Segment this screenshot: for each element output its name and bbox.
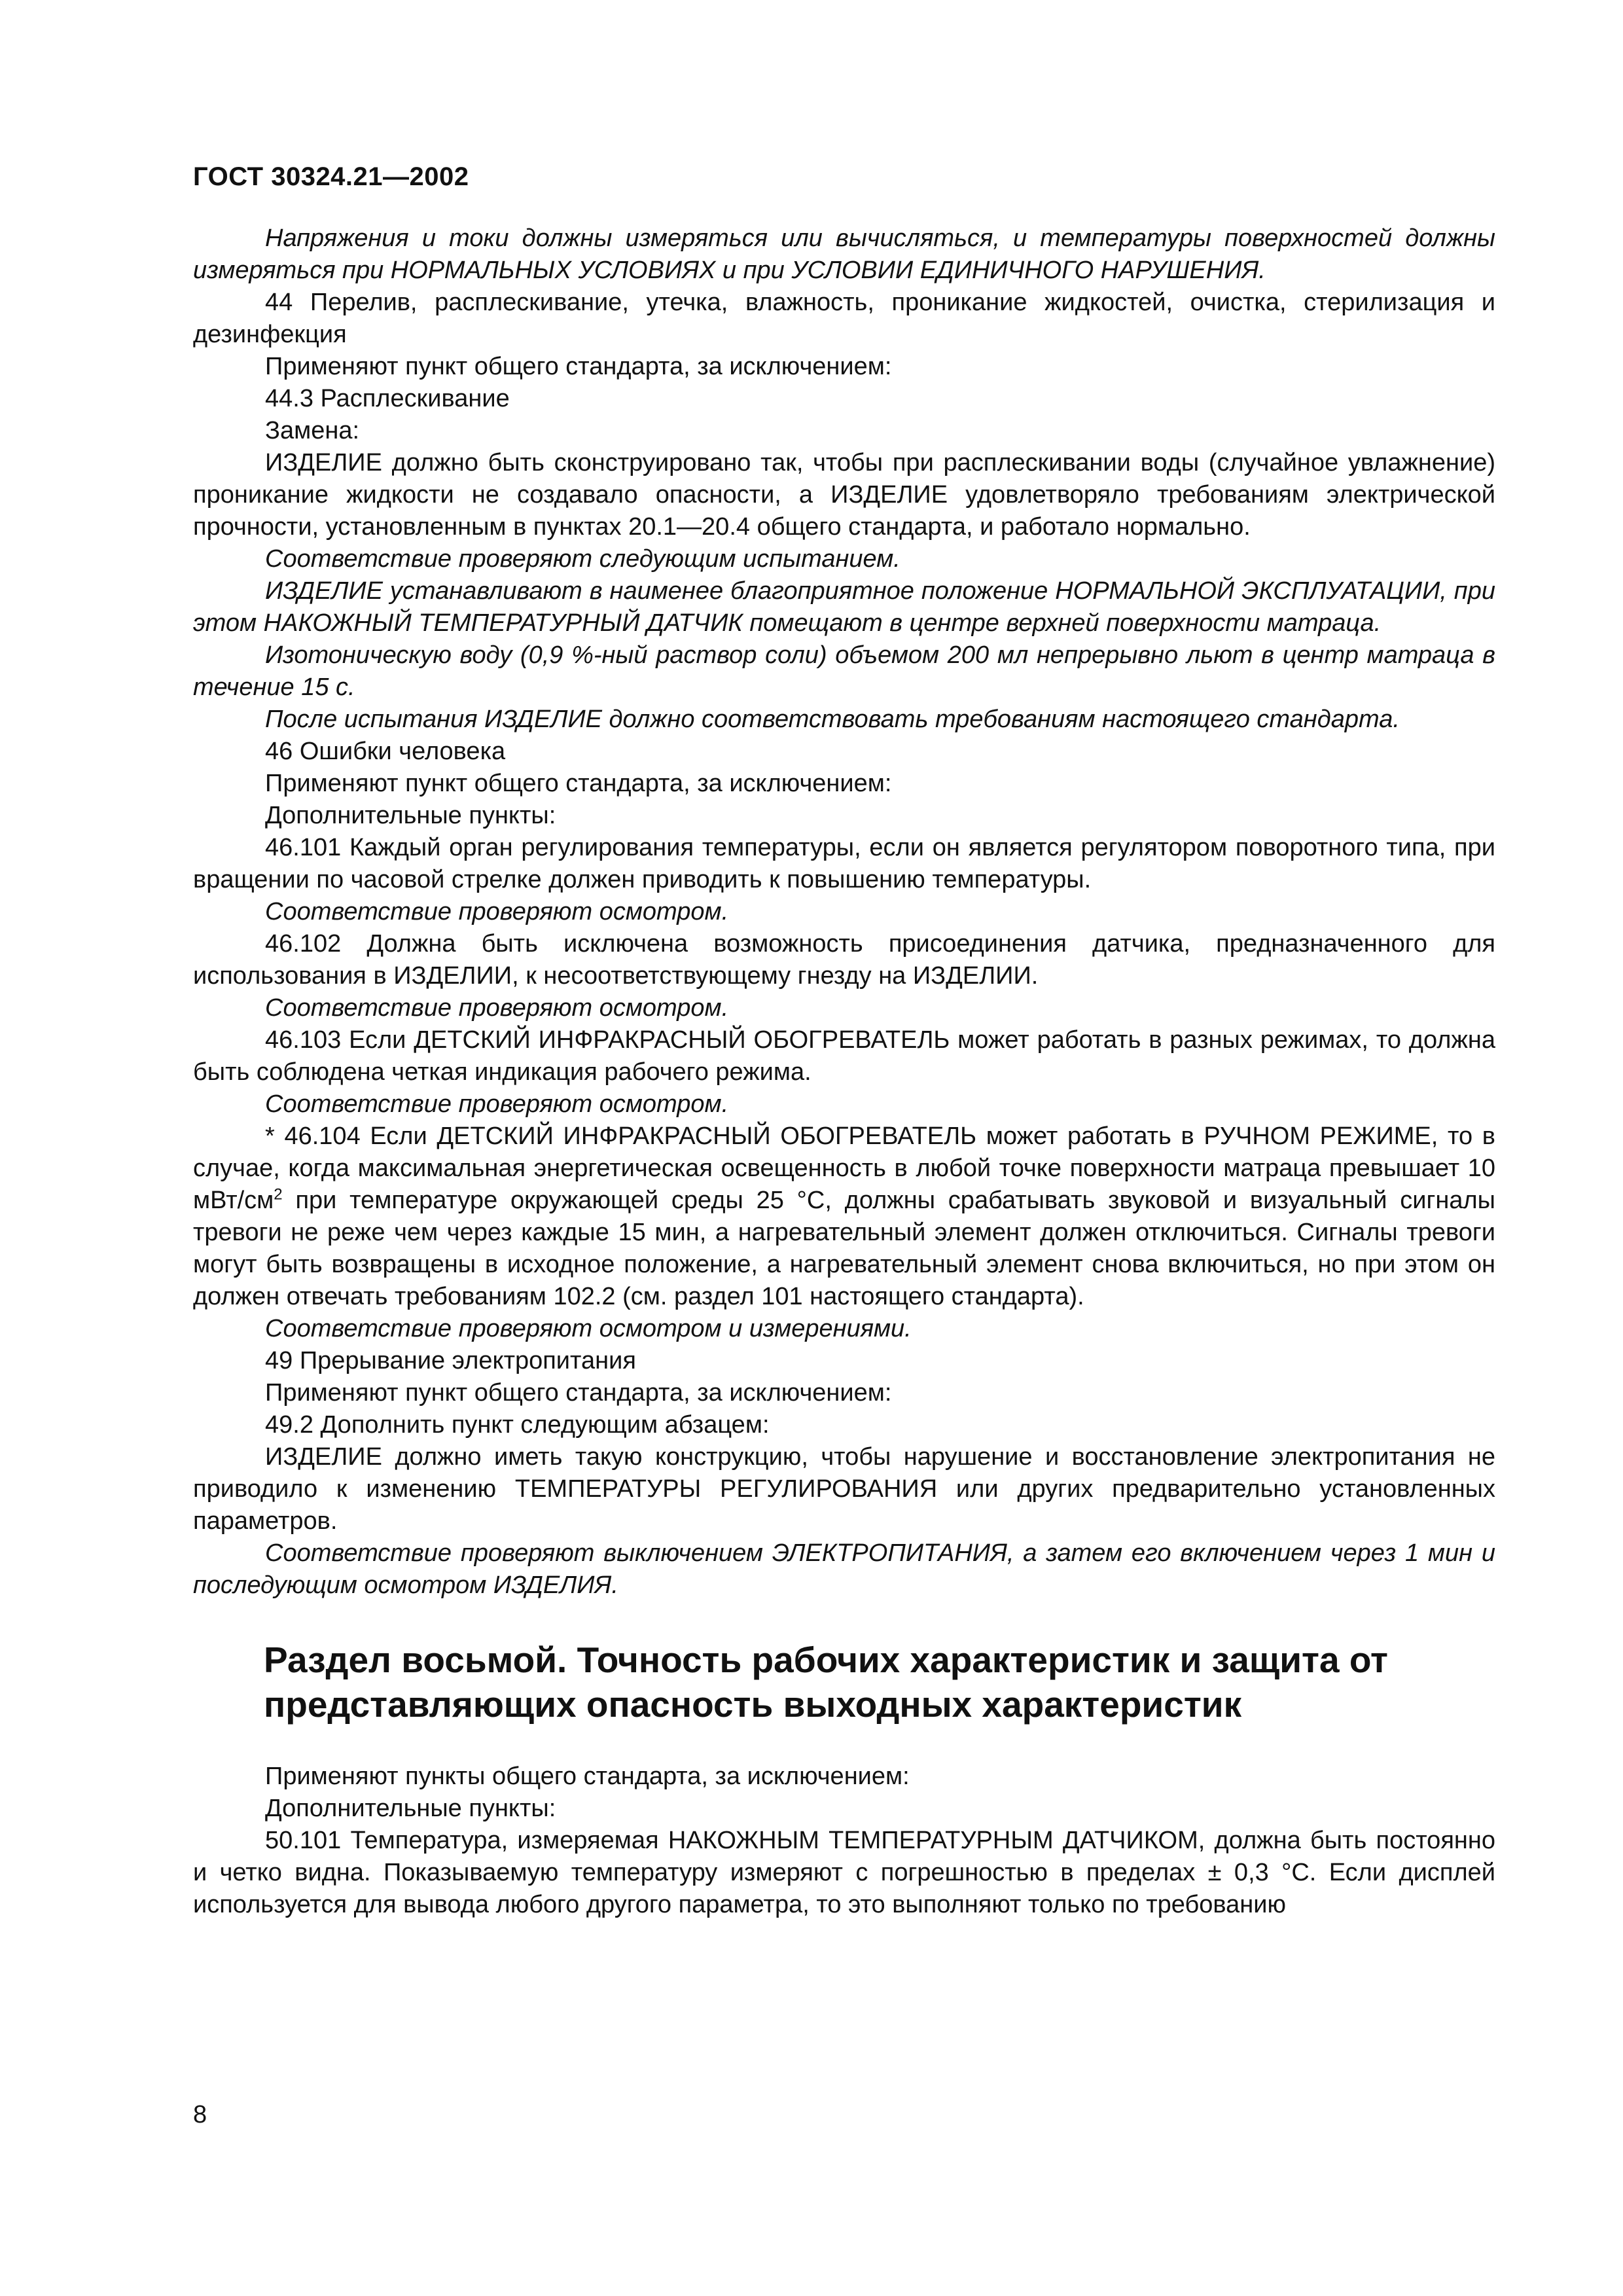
- paragraph: ИЗДЕЛИЕ устанавливают в наименее благоприятное положение НОРМАЛЬНОЙ ЭКСПЛУАТАЦИИ, при этом НАКОЖНЫЙ ТЕМПЕРАТУРНЫЙ ДАТЧИК помещают в центре верхней поверхности матраца.: [193, 577, 1495, 637]
- paragraph: 44 Перелив, расплескивание, утечка, влажность, проникание жидкостей, очистка, стерилизация и дезинфекция: [193, 289, 1495, 348]
- paragraph: 46 Ошибки человека: [265, 738, 506, 765]
- paragraph: Напряжения и токи должны измеряться или вычисляться, и температуры поверхностей должны измеряться при НОРМАЛЬНЫХ УСЛОВИЯХ и при УСЛОВИИ ЕДИНИЧНОГО НАРУШЕНИЯ.: [193, 224, 1495, 284]
- superscript: 2: [274, 1185, 283, 1204]
- paragraph: Соответствие проверяют осмотром.: [265, 898, 729, 925]
- paragraph-46-104-text-start: * 46.104 Если ДЕТСКИЙ ИНФРАКРАСНЫЙ ОБОГРЕВАТЕЛЬ может работать в РУЧНОМ РЕЖИМЕ, то в случае, когда максимальная энергетическая освещенность в любой точке поверхности матраца превышает 10 мВт/см: [193, 1122, 1495, 1214]
- paragraphs-clause-49: [193, 1313, 1495, 1602]
- paragraph: После испытания ИЗДЕЛИЕ должно соответствовать требованиям настоящего стандарта.: [265, 706, 1400, 733]
- paragraph: 50.101 Температура, измеряемая НАКОЖНЫМ ТЕМПЕРАТУРНЫМ ДАТЧИКОМ, должна быть постоянно и четко видна. Показываемую температуру измеряют с погрешностью в пределах ± 0,3 °С. Если дисплей используется для вывода любого другого параметра, то это выполняют только по требованию: [193, 1827, 1495, 1918]
- paragraph: ИЗДЕЛИЕ должно иметь такую конструкцию, чтобы нарушение и восстановление электропитания не приводило к изменению ТЕМПЕРАТУРЫ РЕГУЛИРОВАНИЯ или других предварительно установленных параметров.: [193, 1443, 1495, 1535]
- paragraph: 46.101 Каждый орган регулирования температуры, если он является регулятором поворотного типа, при вращении по часовой стрелке должен приводить к повышению температуры.: [193, 834, 1495, 893]
- paragraph: 49.2 Дополнить пункт следующим абзацем:: [265, 1411, 770, 1439]
- document-code-header: ГОСТ 30324.21—2002: [193, 162, 469, 191]
- paragraph: Применяют пункты общего стандарта, за исключением:: [265, 1763, 910, 1790]
- page-body: [193, 223, 1495, 1921]
- paragraph: 46.102 Должна быть исключена возможность присоединения датчика, предназначенного для использования в ИЗДЕЛИИ, к несоответствующему гнезду на ИЗДЕЛИИ.: [193, 930, 1495, 990]
- paragraphs-clauses-44-46: [193, 223, 1495, 1121]
- paragraph: ИЗДЕЛИЕ должно быть сконструировано так, чтобы при расплескивании воды (случайное увлажнение) проникание жидкости не создавало опасности, а ИЗДЕЛИЕ удовлетворяло требованиям электрической прочности, установленным в пунктах 20.1—20.4 общего стандарта, и работало нормально.: [193, 449, 1495, 541]
- section-heading: Раздел восьмой. Точность рабочих характеристик и защита от представляющих опасность выходных характеристик: [264, 1640, 1388, 1725]
- paragraph: Применяют пункт общего стандарта, за исключением:: [265, 770, 892, 797]
- paragraph: 46.103 Если ДЕТСКИЙ ИНФРАКРАСНЫЙ ОБОГРЕВАТЕЛЬ может работать в разных режимах, то должна быть соблюдена четкая индикация рабочего режима.: [193, 1026, 1495, 1086]
- paragraph: Дополнительные пункты:: [265, 1795, 556, 1822]
- paragraph: 44.3 Расплескивание: [265, 385, 510, 412]
- paragraph: Изотоническую воду (0,9 %-ный раствор соли) объемом 200 мл непрерывно льют в центр матраца в течение 15 с.: [193, 641, 1495, 701]
- paragraph: Применяют пункт общего стандарта, за исключением:: [265, 1379, 892, 1407]
- page-number: 8: [193, 2101, 207, 2128]
- paragraphs-clause-50: [193, 1761, 1495, 1921]
- paragraph-46-104-text-end: при температуре окружающей среды 25 °С, должны срабатывать звуковой и визуальный сигналы тревоги не реже чем через каждые 15 мин, а нагревательный элемент должен отключиться. Сигналы тревоги могут быть возвращены в исходное положение, а нагревательный элемент снова включиться, но при этом он должен отвечать требованиям 102.2 (см. раздел 101 настоящего стандарта).: [193, 1187, 1495, 1310]
- paragraph: Соответствие проверяют осмотром и измерениями.: [265, 1315, 912, 1342]
- paragraph: Соответствие проверяют следующим испытанием.: [265, 545, 901, 573]
- paragraph: Соответствие проверяют осмотром.: [265, 994, 729, 1022]
- paragraph-46-104: [193, 1121, 1495, 1313]
- paragraph: 49 Прерывание электропитания: [265, 1347, 636, 1374]
- paragraph: Дополнительные пункты:: [265, 802, 556, 829]
- paragraph: Соответствие проверяют осмотром.: [265, 1090, 729, 1118]
- paragraph: Замена:: [265, 417, 360, 444]
- paragraph: Применяют пункт общего стандарта, за исключением:: [265, 353, 892, 380]
- paragraph: Соответствие проверяют выключением ЭЛЕКТРОПИТАНИЯ, а затем его включением через 1 мин и последующим осмотром ИЗДЕЛИЯ.: [193, 1539, 1495, 1599]
